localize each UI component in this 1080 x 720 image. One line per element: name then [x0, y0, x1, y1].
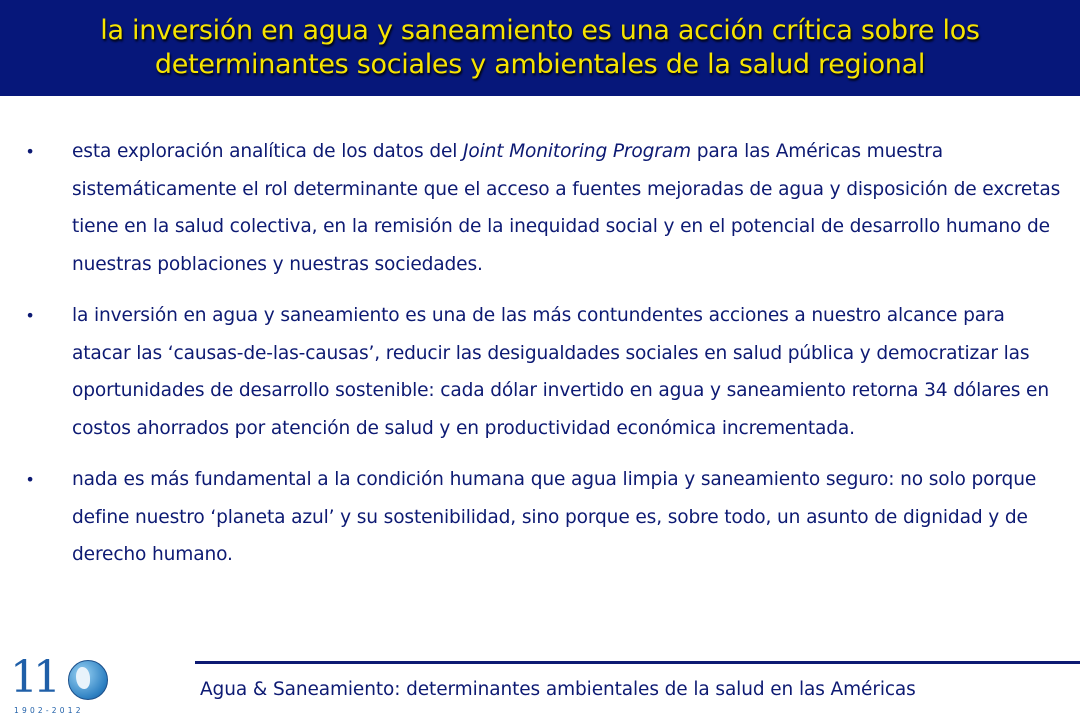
americas-land-icon [76, 667, 90, 689]
logo-number: 11 [10, 652, 56, 703]
bullet-list [24, 133, 1064, 574]
bullet-text: nada es más fundamental a la condición humana que agua limpia y saneamiento seguro: no solo porque define nuestro ‘planeta azul’ y su sostenibilidad, sino porque es, sobre todo, un asunto de dignidad y de derecho humano. [72, 469, 1037, 565]
title-bar [0, 0, 1080, 96]
bullet-text-start: esta exploración analítica de los datos del [72, 141, 464, 162]
bullet-dot: • [25, 142, 35, 161]
footer-caption: Agua & Saneamiento: determinantes ambientales de la salud en las Américas [200, 679, 916, 700]
program-name-italic: Joint Monitoring Program [463, 141, 691, 162]
logo-years: 1902-2012 [14, 706, 84, 715]
bullet-dot: • [25, 470, 35, 489]
bullet-dot: • [25, 306, 35, 325]
slide-title-line-1: la inversión en agua y saneamiento es una acción crítica sobre los [100, 15, 980, 46]
footer-divider [195, 661, 1080, 664]
slide-title-line-2: determinantes sociales y ambientales de la salud regional [154, 49, 926, 80]
bullet-text-end: para las Américas muestra sistemáticamente el rol determinante que el acceso a fuentes mejoradas de agua y disposición de excretas tiene en la salud colectiva, en la remisión de la inequidad social y en el potencial de desarrollo humano de nuestras poblaciones y nuestras sociedades. [72, 141, 1061, 275]
bullet-item [24, 461, 1064, 574]
bullet-text: la inversión en agua y saneamiento es una de las más contundentes acciones a nuestro alcance para atacar las ‘causas-de-las-causas’, reducir las desigualdades sociales en salud pública y democratizar las oportunidades de desarrollo sostenible: cada dólar invertido en agua y saneamiento retorna 34 dólares en costos ahorrados por atención de salud y en productividad económica incrementada. [72, 305, 1049, 439]
anniversary-logo [10, 652, 122, 718]
bullet-item [24, 297, 1064, 447]
bullet-item [24, 133, 1064, 283]
